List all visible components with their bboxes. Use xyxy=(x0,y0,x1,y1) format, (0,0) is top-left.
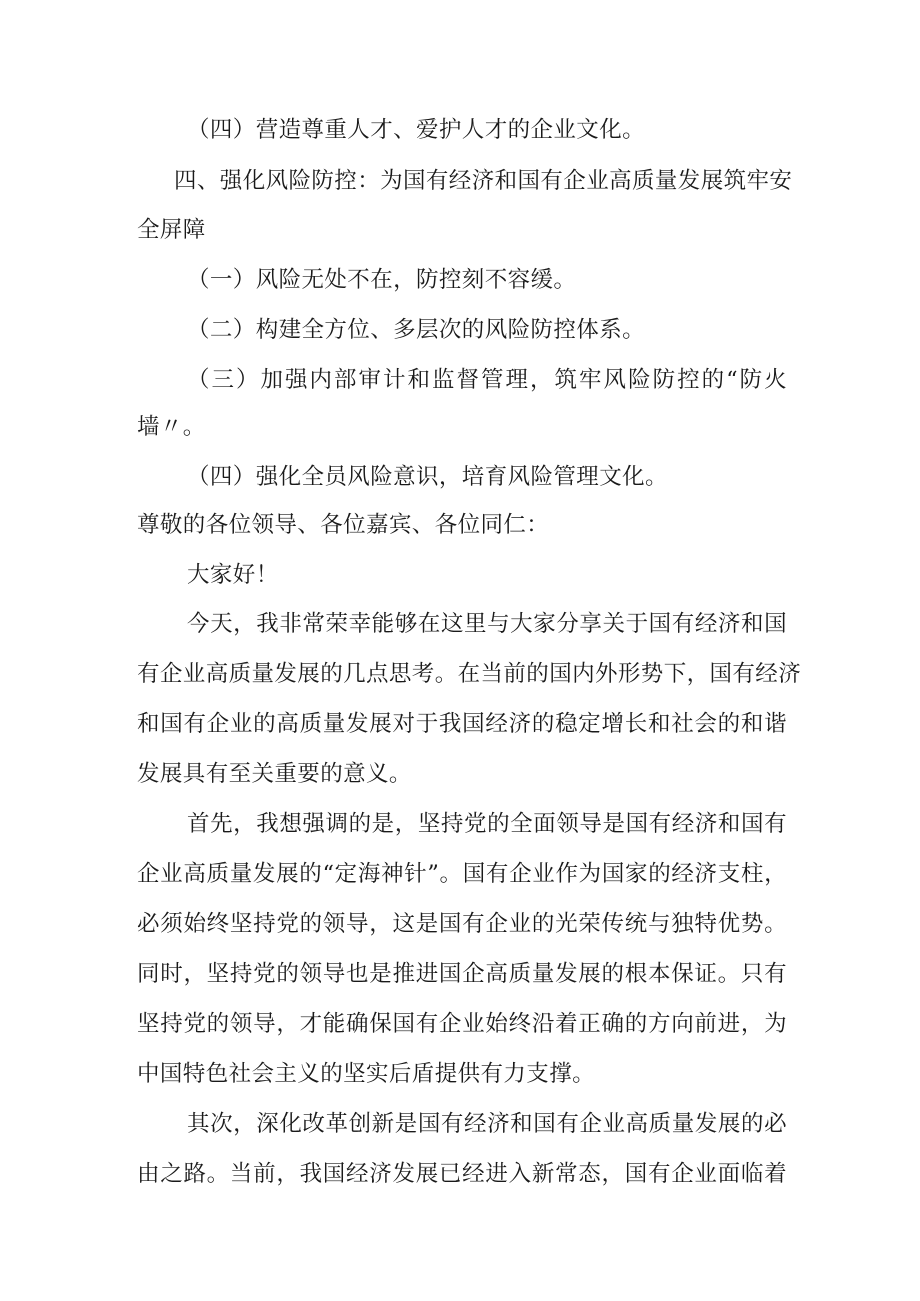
text-line-subheading: （三）加强内部审计和监督管理，筑牢风险防控的“防火 xyxy=(187,367,787,393)
text-line-section-heading: 四、强化风险防控：为国有经济和国有企业高质量发展筑牢安 xyxy=(174,168,793,194)
text-line-greeting: 大家好！ xyxy=(187,562,279,588)
text-line-paragraph: 首先，我想强调的是，坚持党的全面领导是国有经济和国有 xyxy=(187,811,787,837)
text-line-subheading: （二）构建全方位、多层次的风险防控体系。 xyxy=(187,317,646,343)
text-line-paragraph: 有企业高质量发展的几点思考。在当前的国内外形势下，国有经济 xyxy=(137,661,802,687)
text-line-paragraph: 由之路。当前，我国经济发展已经进入新常态，国有企业面临着 xyxy=(137,1161,787,1187)
text-line-paragraph: 发展具有至关重要的意义。 xyxy=(137,761,412,787)
text-line-section-heading-cont: 全屏障 xyxy=(137,217,206,243)
text-line-paragraph: 企业高质量发展的“定海神针”。国有企业作为国家的经济支柱， xyxy=(137,861,787,887)
text-line-subheading: （四）强化全员风险意识，培育风险管理文化。 xyxy=(187,464,668,490)
text-line-salutation: 尊敬的各位领导、各位嘉宾、各位同仁： xyxy=(137,512,550,538)
text-line-paragraph: 和国有企业的高质量发展对于我国经济的稳定增长和社会的和谐 xyxy=(137,711,787,737)
text-line-paragraph: 今天，我非常荣幸能够在这里与大家分享关于国有经济和国 xyxy=(187,611,787,637)
text-line-subheading-cont: 墙〃。 xyxy=(137,414,206,440)
text-line-paragraph: 同时，坚持党的领导也是推进国企高质量发展的根本保证。只有 xyxy=(137,961,787,987)
text-line-paragraph: 必须始终坚持党的领导，这是国有企业的光荣传统与独特优势。 xyxy=(137,911,787,937)
text-line-subheading: （一）风险无处不在，防控刻不容缓。 xyxy=(187,267,577,293)
text-line-paragraph: 其次，深化改革创新是国有经济和国有企业高质量发展的必 xyxy=(187,1111,787,1137)
text-line-paragraph: 坚持党的领导，才能确保国有企业始终沿着正确的方向前进，为 xyxy=(137,1011,787,1037)
text-line-paragraph: 中国特色社会主义的坚实后盾提供有力支撑。 xyxy=(137,1061,596,1087)
text-line-subheading: （四）营造尊重人才、爱护人才的企业文化。 xyxy=(187,117,646,143)
